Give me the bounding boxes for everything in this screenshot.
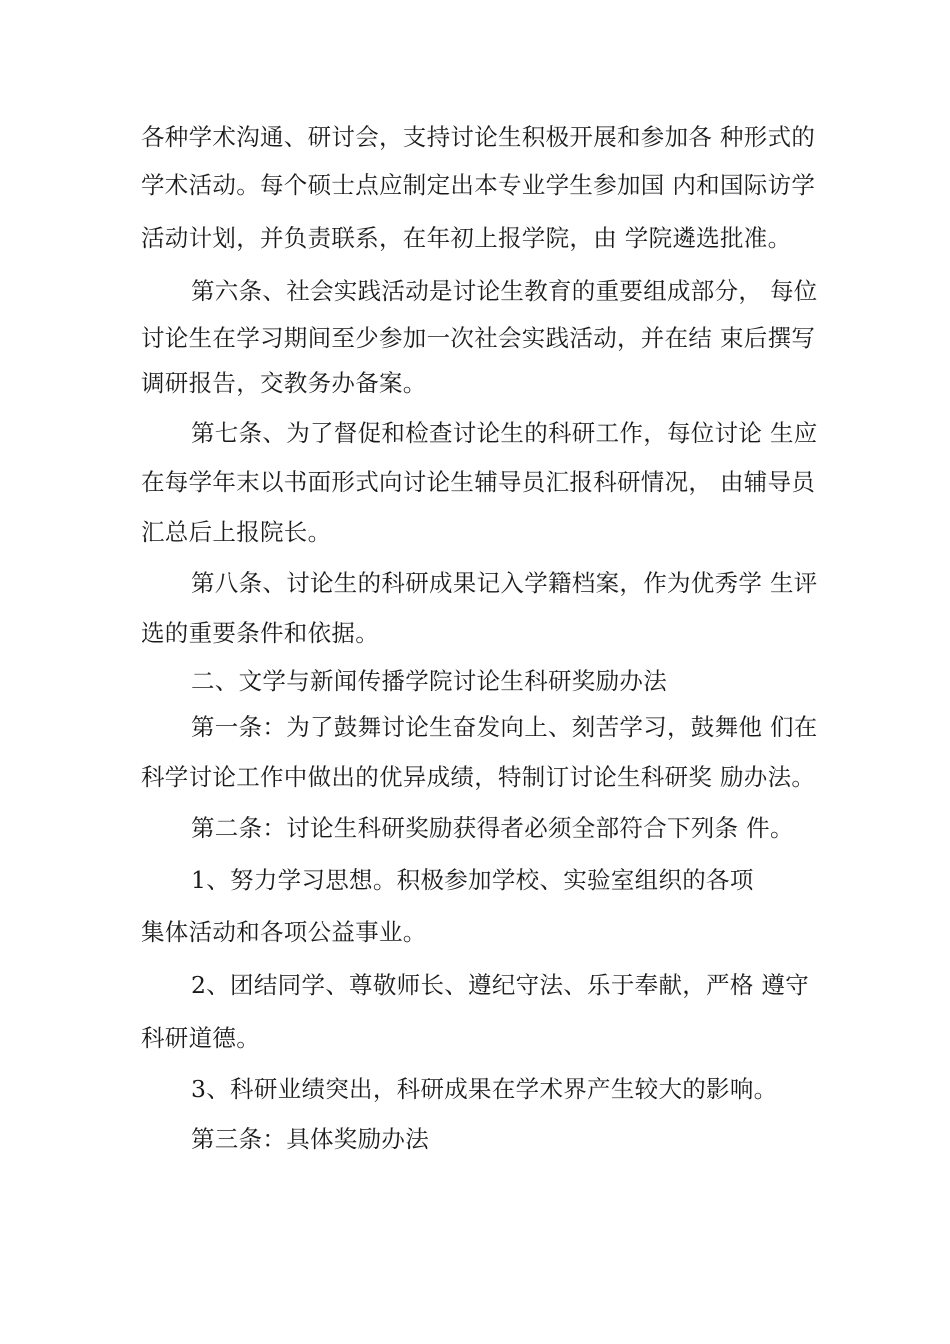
text-line: 各种学术沟通、研讨会，支持讨论生积极开展和参加各 种形式的 bbox=[141, 123, 816, 151]
text-line: 第二条：讨论生科研奖励获得者必须全部符合下列条 件。 bbox=[191, 814, 794, 842]
text-line: 第六条、社会实践活动是讨论生教育的重要组成部分， 每位 bbox=[191, 277, 818, 305]
text-line: 第八条、讨论生的科研成果记入学籍档案，作为优秀学 生评 bbox=[191, 569, 818, 597]
text-line: 调研报告，交教务办备案。 bbox=[141, 369, 427, 397]
text-line: 3、科研业绩突出，科研成果在学术界产生较大的影响。 bbox=[191, 1075, 778, 1103]
section-heading: 二、文学与新闻传播学院讨论生科研奖励办法 bbox=[191, 667, 667, 695]
text-line: 讨论生在学习期间至少参加一次社会实践活动，并在结 束后撰写 bbox=[141, 324, 816, 352]
text-line: 汇总后上报院长。 bbox=[141, 518, 332, 546]
text-line: 第七条、为了督促和检查讨论生的科研工作，每位讨论 生应 bbox=[191, 419, 818, 447]
text-line: 科学讨论工作中做出的优异成绩，特制订讨论生科研奖 励办法。 bbox=[141, 763, 816, 791]
text-line: 1、努力学习思想。积极参加学校、实验室组织的各项 bbox=[191, 866, 754, 894]
text-line: 在每学年末以书面形式向讨论生辅导员汇报科研情况， 由辅导员 bbox=[141, 468, 816, 496]
text-line: 第三条：具体奖励办法 bbox=[191, 1125, 429, 1153]
text-line: 科研道德。 bbox=[141, 1024, 260, 1052]
text-line: 学术活动。每个硕士点应制定出本专业学生参加国 内和国际访学 bbox=[141, 171, 816, 199]
text-line: 集体活动和各项公益事业。 bbox=[141, 918, 427, 946]
text-line: 2、团结同学、尊敬师长、遵纪守法、乐于奉献，严格 遵守 bbox=[191, 971, 810, 999]
text-line: 选的重要条件和依据。 bbox=[141, 619, 379, 647]
text-line: 活动计划，并负责联系，在年初上报学院，由 学院遴选批准。 bbox=[141, 224, 792, 252]
text-line: 第一条：为了鼓舞讨论生奋发向上、刻苦学习，鼓舞他 们在 bbox=[191, 713, 818, 741]
